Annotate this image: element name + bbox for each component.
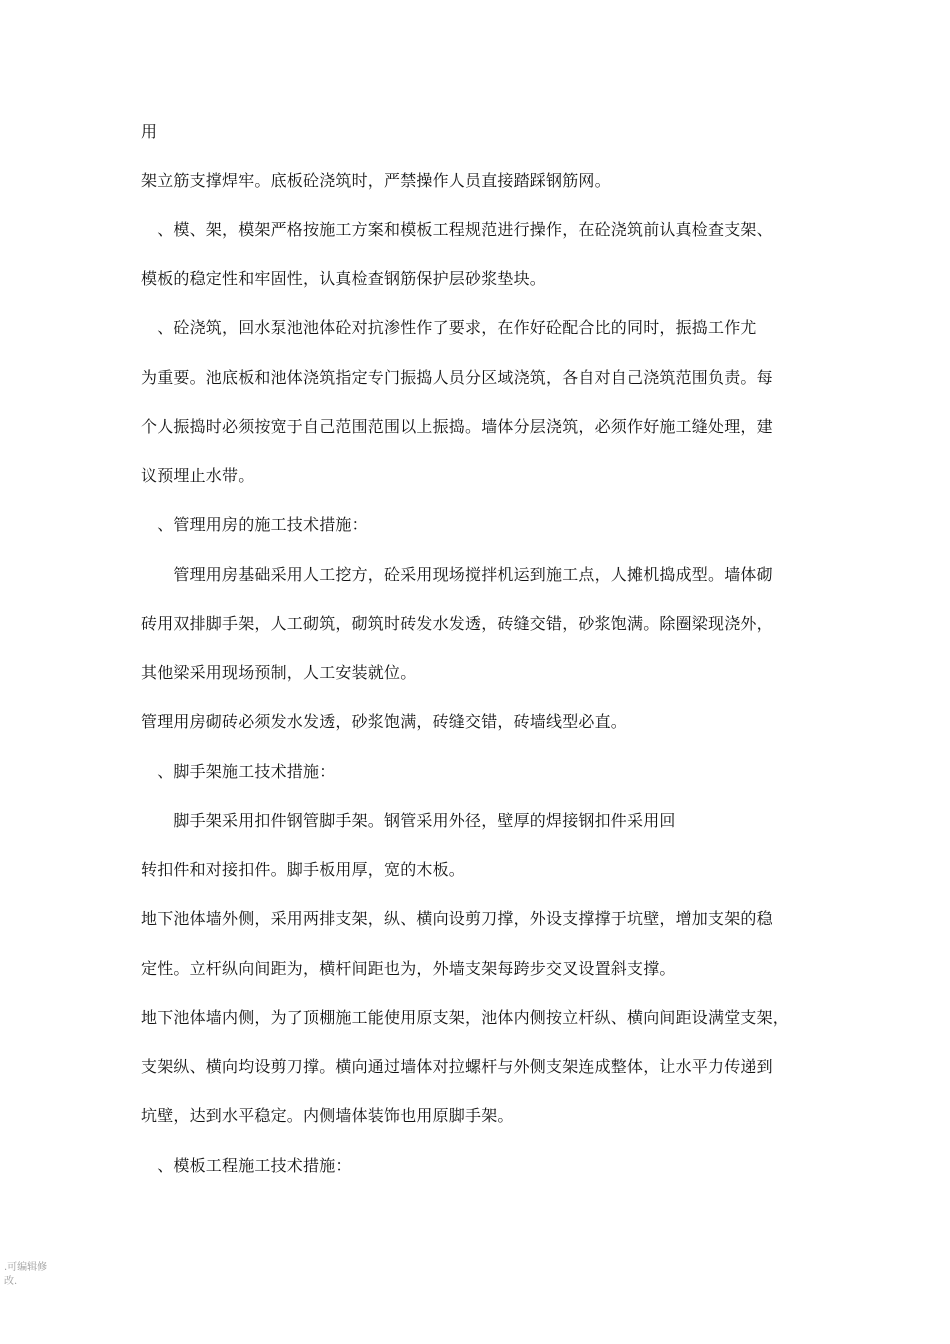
text-line: 其他梁采用现场预制，人工安装就位。 [141, 663, 417, 682]
text-line: 坑壁，达到水平稳定。内侧墙体装饰也用原脚手架。 [141, 1106, 514, 1125]
text-line: 脚手架采用扣件钢管脚手架。钢管采用外径，壁厚的焊接钢扣件采用回 [141, 811, 676, 830]
text-line: 管理用房基础采用人工挖方，砼采用现场搅拌机运到施工点，人摊机捣成型。墙体砌 [141, 565, 773, 584]
text-line: 定性。立杆纵向间距为，横杆间距也为，外墙支架每跨步交叉设置斜支撑。 [141, 959, 676, 978]
text-line: 砖用双排脚手架，人工砌筑，砌筑时砖发水发透，砖缝交错，砂浆饱满。除圈梁现浇外， [141, 614, 773, 633]
text-line: 模板的稳定性和牢固性，认真检查钢筋保护层砂浆垫块。 [141, 269, 547, 288]
footer-note-line2: 改. [4, 1276, 18, 1287]
text-line: 架立筋支撑焊牢。底板砼浇筑时，严禁操作人员直接踏踩钢筋网。 [141, 171, 611, 190]
text-line: 地下池体墙内侧，为了顶棚施工能使用原支架，池体内侧按立杆纵、横向间距设满堂支架， [141, 1008, 790, 1027]
footer-note-line1: .可编辑修 [4, 1262, 48, 1273]
text-line: 用 [141, 122, 158, 141]
section-heading: 、脚手架施工技术措施： [141, 762, 336, 781]
section-heading: 、模板工程施工技术措施： [141, 1156, 352, 1175]
text-line: 地下池体墙外侧，采用两排支架，纵、横向设剪刀撑，外设支撑撑于坑壁，增加支架的稳 [141, 909, 773, 928]
text-line: 议预埋止水带。 [141, 466, 255, 485]
text-line: 转扣件和对接扣件。脚手板用厚，宽的木板。 [141, 860, 466, 879]
text-line: 、砼浇筑，回水泵池池体砼对抗渗性作了要求，在作好砼配合比的同时，振捣工作尤 [141, 318, 757, 337]
text-line: 支架纵、横向均设剪刀撑。横向通过墙体对拉螺杆与外侧支架连成整体，让水平力传递到 [141, 1057, 773, 1076]
text-line: 为重要。池底板和池体浇筑指定专门振捣人员分区域浇筑，各自对自己浇筑范围负责。每 [141, 368, 773, 387]
text-line: 个人振捣时必须按宽于自己范围范围以上振捣。墙体分层浇筑，必须作好施工缝处理，建 [141, 417, 773, 436]
text-line: 、模、架，模架严格按施工方案和模板工程规范进行操作，在砼浇筑前认真检查支架、 [141, 220, 773, 239]
section-heading: 、管理用房的施工技术措施： [141, 515, 368, 534]
text-line: 管理用房砌砖必须发水发透，砂浆饱满，砖缝交错，砖墙线型必直。 [141, 712, 628, 731]
